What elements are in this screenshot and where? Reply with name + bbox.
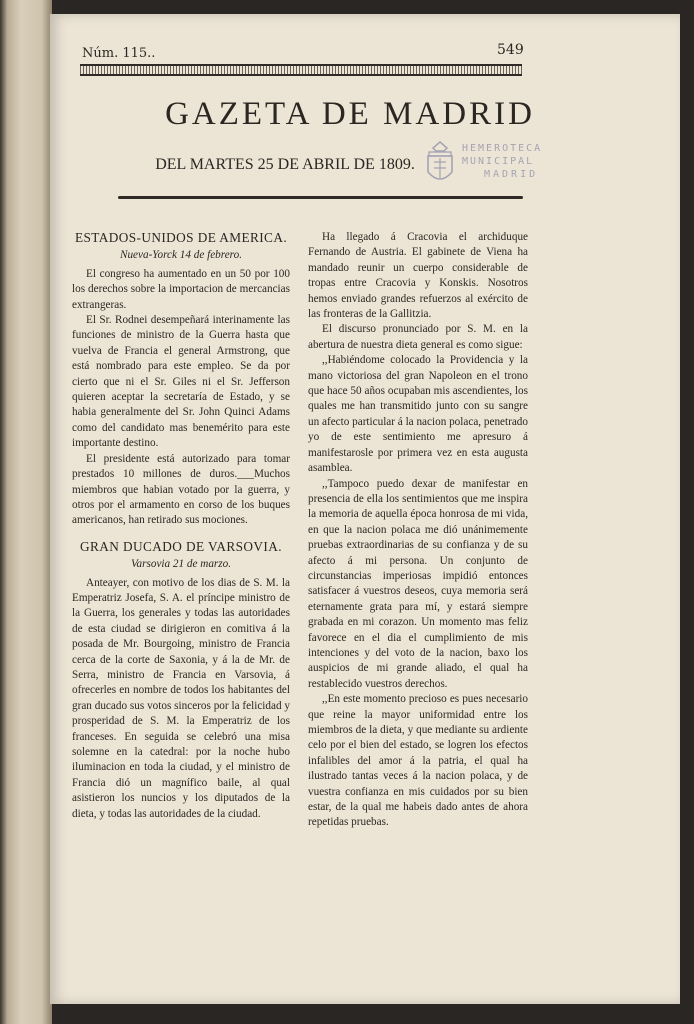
- paragraph: El Sr. Rodnei desempeñará interinamente las funciones de ministro de la Guerra hasta que vuelva de Francia el general Armstrong, que está nombrado para este empleo. Se da por cierto que ni el Sr. Giles ni el Sr. Jefferson quieren aceptar la secretaría de Estado, y se habia generalmente del Sr. John Quinci Adams como del candidato mas benemérito para este importante destino.: [72, 314, 290, 450]
- paragraph: Ha llegado á Cracovia el archiduque Fernando de Austria. El gabinete de Viena ha mandado reunir un cuerpo considerable de tropas entre Cracovia y Konskis. Nosotros hemos enviado grandes refuerzos al exército de las fronteras de la Gallitzia.: [308, 231, 528, 321]
- paragraph: ,,En este momento precioso es pues necesario que reine la mayor uniformidad entre los miembros de la dieta, y que mediante su ardiente celo por el bien del estado, se logren los efectos infalibles del amor á la patria, el qual ha ilustrado tantas veces á la nacion polaca, y de vuestra confianza en mis cuidados por su bien estar, de la qual me habeis dado antes de ahora repetidas pruebas.: [308, 693, 528, 829]
- header-double-rule: [80, 64, 522, 76]
- crest-icon: [420, 138, 460, 190]
- stamp-line-1: HEMEROTECA: [462, 143, 543, 154]
- issue-number: Núm. 115..: [82, 46, 156, 61]
- masthead-title: GAZETA DE MADRID: [165, 96, 535, 132]
- left-column: [72, 230, 290, 822]
- section-dateline: Varsovia 21 de marzo.: [130, 558, 232, 571]
- section-heading: ESTADOS-UNIDOS DE AMERICA.: [74, 230, 288, 245]
- library-stamp: [420, 138, 570, 198]
- paragraph: El presidente está autorizado para tomar prestados 10 millones de duros.___Muchos miembros que habian votado por la guerra, y otros por el armamento en corso de los buques americanos, han retirado sus mociones.: [72, 452, 290, 527]
- paragraph: ,,Habiéndome colocado la Providencia y la mano victoriosa del gran Napoleon en el trono que hace 50 años ocupaban mis ascendientes, los quales me han transmitido junto con su sangre un afecto particular á la nacion polaca, penetrado yo de este sentimiento me apresuro á manifestarosle por primera vez en esta augusta asamblea.: [308, 354, 528, 475]
- page-number: 549: [497, 42, 524, 58]
- paragraph: El congreso ha aumentado en un 50 por 100 los derechos sobre la importacion de mercancias extrangeras.: [72, 267, 290, 311]
- paragraph: El discurso pronunciado por S. M. en la abertura de nuestra dieta general es como sigue:: [308, 323, 528, 351]
- stamp-line-3: MADRID: [484, 169, 539, 180]
- right-column: [308, 230, 528, 831]
- issue-dateline: DEL MARTES 25 DE ABRIL DE 1809.: [155, 156, 415, 173]
- book-spine: [0, 0, 52, 1024]
- section-heading: GRAN DUCADO DE VARSOVIA.: [80, 538, 282, 554]
- paragraph: Anteayer, con motivo de los dias de S. M. la Emperatriz Josefa, S. A. el príncipe ministro de la Guerra, los generales y todas las autoridades de esta ciudad se dirigieron en comitiva á la posada de Mr. Bourgoing, ministro de Francia cerca de la corte de Saxonia, y á la de Mr. de Serra, ministro de Francia en Varsovia, á ofrecerles en nombre de todos los habitantes del gran ducado sus votos sinceros por la felicidad y prosperidad de S. M. la Emperatriz de los franceses. En seguida se celebró una misa solemne en la catedral: por la noche hubo iluminacion en toda la ciudad, y el ministro de Francia dió un magnífico baile, al qual asistieron los nuncios y los diputados de la dieta, y todas las autoridades de la ciudad.: [72, 576, 290, 820]
- stamp-line-2: MUNICIPAL: [462, 156, 535, 167]
- paragraph: ,,Tampoco puedo dexar de manifestar en presencia de ella los sentimientos que me inspira la memoria de aquella época honrosa de mi vida, en que la nacion polaca me dió unánimemente pruebas extraordinarias de su confianza y de su afecto á mi persona. Un conjunto de circunstancias imperiosas impidió entonces satisfacer á vuestros deseos, cuya memoria será eternamente grata para mí, y estará siempre grabada en mi corazon. Un momento mas feliz favorece en el dia el cumplimiento de mis intenciones y del voto de la nacion, baxo los auspicios de mi grande aliado, el qual ha restablecido vuestros derechos.: [308, 477, 528, 690]
- section-dateline: Nueva-Yorck 14 de febrero.: [119, 249, 242, 262]
